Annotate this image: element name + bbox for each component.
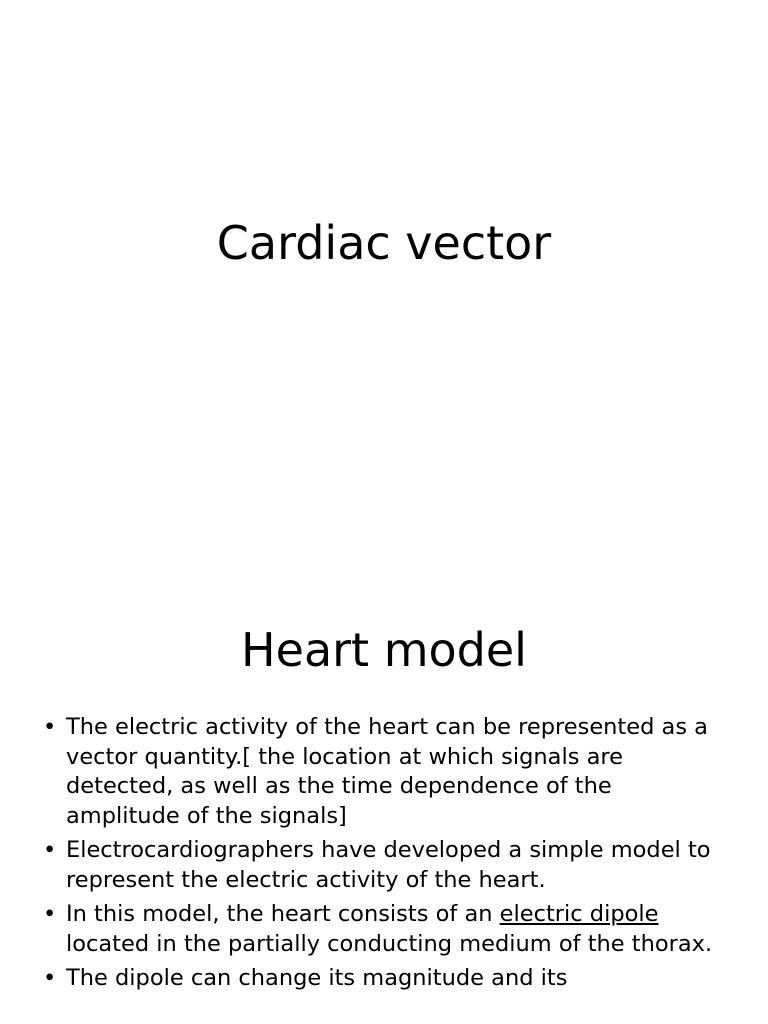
slide-heart-model bbox=[0, 576, 768, 1024]
slide-title: Cardiac vector bbox=[216, 216, 552, 270]
bullet-item bbox=[40, 836, 730, 895]
bullet-item bbox=[40, 900, 730, 959]
bullet-text: The electric activity of the heart can be represented as a vector quantity.[ the location at which signals are detected, as well as the time dependence of the amplitude of the signals] bbox=[66, 714, 708, 829]
electric-dipole-link[interactable]: electric dipole bbox=[499, 901, 659, 927]
slide-title: Heart model bbox=[241, 623, 527, 677]
bullet-text-after: located in the partially conducting medium of the thorax. bbox=[66, 930, 713, 957]
bullet-text-before: In this model, the heart consists of an bbox=[66, 901, 500, 927]
bullet-icon: • bbox=[43, 901, 57, 927]
bullet-text: Electrocardiographers have developed a simple model to represent the electric activity of the heart. bbox=[66, 837, 711, 893]
bullet-item bbox=[40, 713, 730, 831]
bullet-icon: • bbox=[43, 965, 57, 991]
bullet-icon: • bbox=[43, 714, 57, 740]
bullet-icon: • bbox=[43, 837, 57, 863]
bullet-list bbox=[40, 713, 730, 999]
bullet-text: The dipole can change its magnitude and its bbox=[66, 965, 568, 991]
bullet-item bbox=[40, 964, 730, 994]
